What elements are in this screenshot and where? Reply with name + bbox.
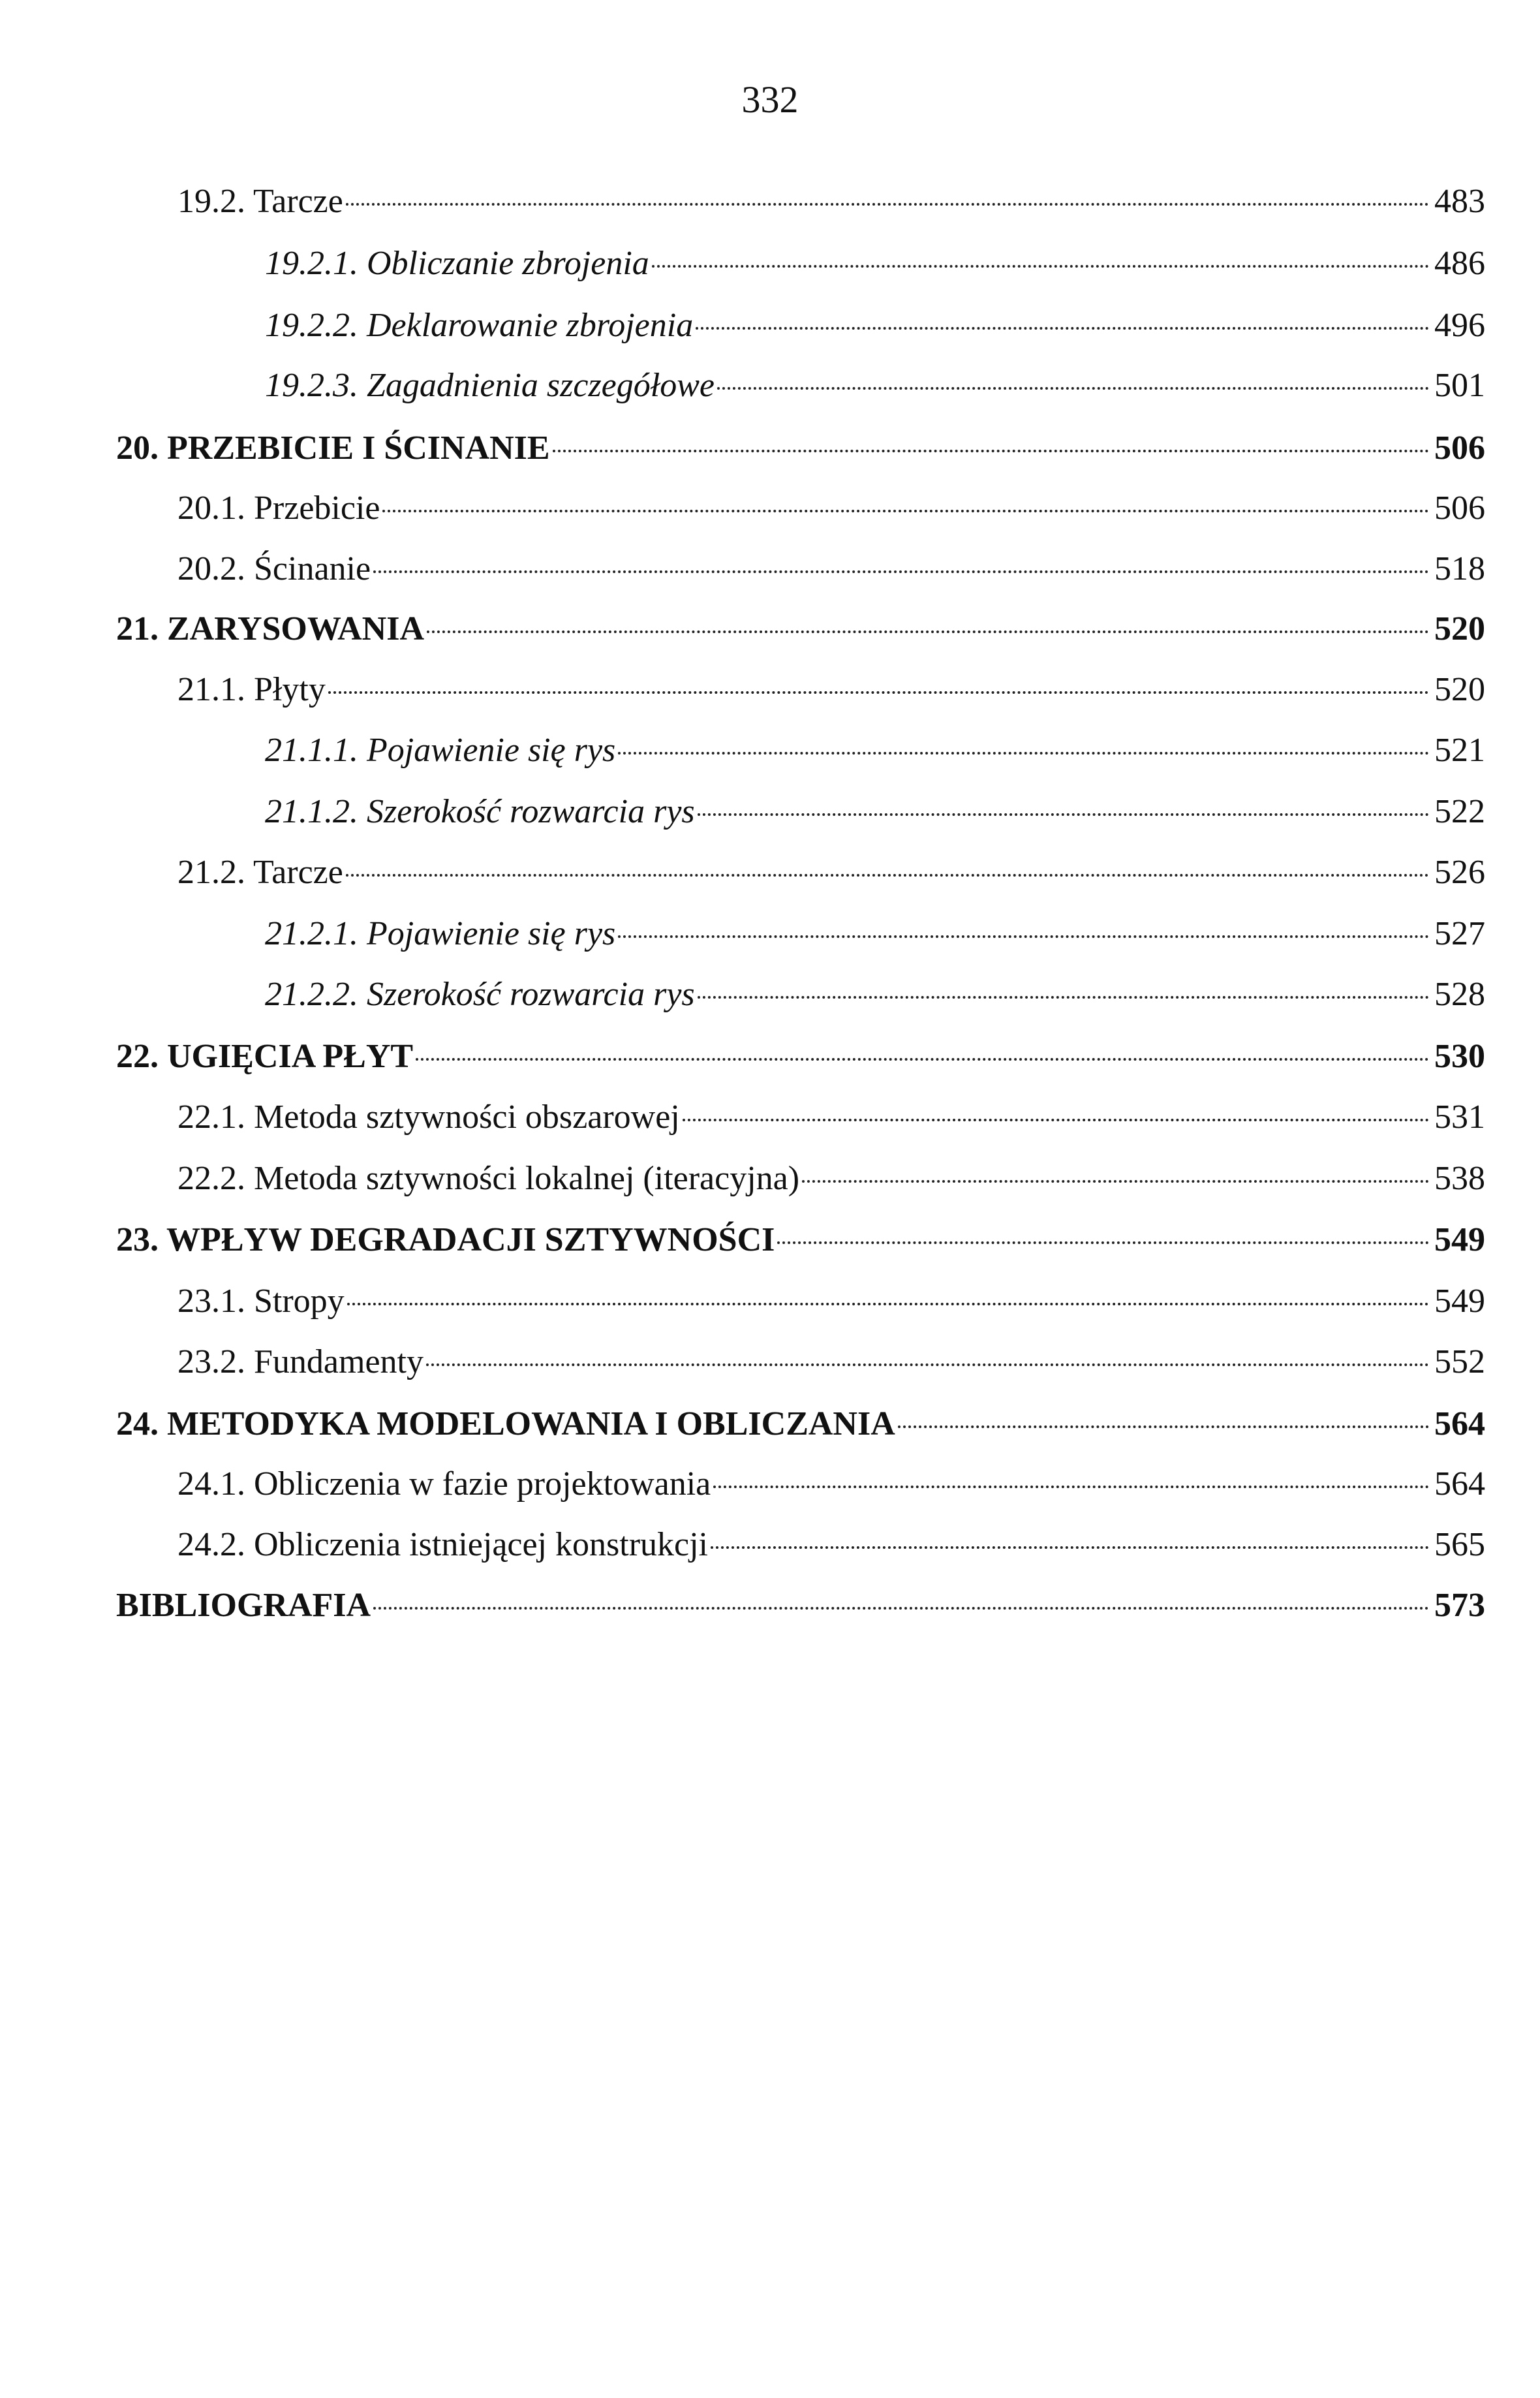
dot-leader <box>346 874 1429 877</box>
toc-entry-page: 496 <box>1434 307 1485 344</box>
toc-entry-title: 21.1. Płyty <box>177 671 326 708</box>
toc-entry-title: 23.2. Fundamenty <box>177 1343 424 1380</box>
toc-entry-page: 564 <box>1434 1405 1485 1442</box>
dot-leader <box>698 813 1429 816</box>
toc-entry-title: 24. METODYKA MODELOWANIA I OBLICZANIA <box>116 1405 895 1442</box>
dot-leader <box>346 203 1429 206</box>
dot-leader <box>777 1241 1429 1244</box>
toc-entry-page: 573 <box>1434 1587 1485 1624</box>
toc-entry-page: 565 <box>1434 1526 1485 1563</box>
dot-leader <box>373 1607 1429 1610</box>
dot-leader <box>898 1425 1429 1428</box>
toc-entry-title: 23.1. Stropy <box>177 1283 345 1320</box>
toc-entry-page: 486 <box>1434 245 1485 282</box>
toc-chapter-entry <box>116 1036 1485 1077</box>
toc-subsection-entry <box>265 305 1485 346</box>
toc-section-entry <box>177 1281 1485 1322</box>
dot-leader <box>373 570 1429 573</box>
toc-subsection-entry <box>265 730 1485 771</box>
toc-entry-title: 22. UGIĘCIA PŁYT <box>116 1038 414 1075</box>
dot-leader <box>382 510 1429 512</box>
dot-leader <box>652 265 1429 268</box>
dot-leader <box>618 935 1429 938</box>
dot-leader <box>427 631 1429 633</box>
toc-entry-page: 521 <box>1434 732 1485 769</box>
toc-section-entry <box>177 1464 1485 1504</box>
dot-leader <box>416 1058 1429 1061</box>
toc-entry-title: 21.1.2. Szerokość rozwarcia rys <box>265 793 695 830</box>
toc-entry-page: 506 <box>1434 490 1485 527</box>
toc-entry-title: 20.1. Przebicie <box>177 490 380 527</box>
toc-entry-page: 552 <box>1434 1343 1485 1380</box>
toc-entry-page: 528 <box>1434 976 1485 1013</box>
toc-entry-title: 19.2. Tarcze <box>177 183 343 220</box>
toc-section-entry <box>177 852 1485 893</box>
dot-leader <box>426 1363 1429 1366</box>
dot-leader <box>618 752 1429 755</box>
toc-chapter-entry <box>116 1585 1485 1626</box>
toc-entry-page: 530 <box>1434 1038 1485 1075</box>
toc-entry-page: 526 <box>1434 854 1485 891</box>
toc-section-entry <box>177 1097 1485 1138</box>
dot-leader <box>683 1119 1429 1121</box>
dot-leader <box>698 996 1429 999</box>
dot-leader <box>347 1303 1429 1305</box>
toc-entry-title: 21.1.1. Pojawienie się rys <box>265 732 616 769</box>
toc-entry-title: 24.1. Obliczenia w fazie projektowania <box>177 1465 711 1503</box>
toc-entry-title: 20. PRZEBICIE I ŚCINANIE <box>116 429 550 467</box>
toc-section-entry <box>177 670 1485 710</box>
toc-section-entry <box>177 488 1485 529</box>
toc-entry-title: 23. WPŁYW DEGRADACJI SZTYWNOŚCI <box>116 1221 775 1258</box>
dot-leader <box>711 1546 1429 1549</box>
toc-entry-page: 506 <box>1434 429 1485 467</box>
toc-subsection-entry <box>265 366 1485 406</box>
toc-entry-title: 21.2.1. Pojawienie się rys <box>265 915 616 952</box>
toc-section-entry <box>177 181 1485 222</box>
toc-entry-page: 549 <box>1434 1283 1485 1320</box>
toc-entry-title: 24.2. Obliczenia istniejącej konstrukcji <box>177 1526 708 1563</box>
dot-leader <box>713 1486 1429 1488</box>
toc-section-entry <box>177 549 1485 589</box>
toc-entry-page: 538 <box>1434 1160 1485 1197</box>
toc-entry-title: 19.2.1. Obliczanie zbrojenia <box>265 245 649 282</box>
toc-entry-page: 483 <box>1434 183 1485 220</box>
toc-section-entry <box>177 1525 1485 1565</box>
toc-entry-title: 21.2.2. Szerokość rozwarcia rys <box>265 976 695 1013</box>
toc-chapter-entry <box>116 1220 1485 1260</box>
toc-chapter-entry <box>116 1404 1485 1444</box>
toc-subsection-entry <box>265 974 1485 1015</box>
dot-leader <box>696 327 1429 330</box>
toc-entry-page: 522 <box>1434 793 1485 830</box>
toc-entry-page: 520 <box>1434 671 1485 708</box>
dot-leader <box>717 387 1429 390</box>
toc-entry-page: 564 <box>1434 1465 1485 1503</box>
toc-entry-title: 21.2. Tarcze <box>177 854 343 891</box>
toc-chapter-entry <box>116 609 1485 649</box>
toc-entry-page: 501 <box>1434 367 1485 404</box>
toc-section-entry <box>177 1342 1485 1382</box>
page-number: 332 <box>741 78 799 121</box>
toc-subsection-entry <box>265 243 1485 284</box>
toc-entry-title: 19.2.2. Deklarowanie zbrojenia <box>265 307 694 344</box>
toc-entry-page: 549 <box>1434 1221 1485 1258</box>
toc-entry-page: 518 <box>1434 550 1485 587</box>
toc-entry-title: 22.2. Metoda sztywności lokalnej (iteracyjna) <box>177 1160 800 1197</box>
toc-section-entry <box>177 1159 1485 1199</box>
toc-entry-title: 21. ZARYSOWANIA <box>116 610 425 647</box>
toc-entry-title: 20.2. Ścinanie <box>177 550 371 587</box>
dot-leader <box>802 1180 1429 1183</box>
toc-entry-title: 22.1. Metoda sztywności obszarowej <box>177 1098 680 1136</box>
toc-entry-title: 19.2.3. Zagadnienia szczegółowe <box>265 367 715 404</box>
dot-leader <box>553 450 1429 452</box>
dot-leader <box>328 691 1429 694</box>
toc-chapter-entry <box>116 428 1485 469</box>
toc-subsection-entry <box>265 792 1485 832</box>
toc-subsection-entry <box>265 914 1485 954</box>
toc-entry-title: BIBLIOGRAFIA <box>116 1587 371 1624</box>
toc-entry-page: 527 <box>1434 915 1485 952</box>
toc-entry-page: 531 <box>1434 1098 1485 1136</box>
toc-entry-page: 520 <box>1434 610 1485 647</box>
